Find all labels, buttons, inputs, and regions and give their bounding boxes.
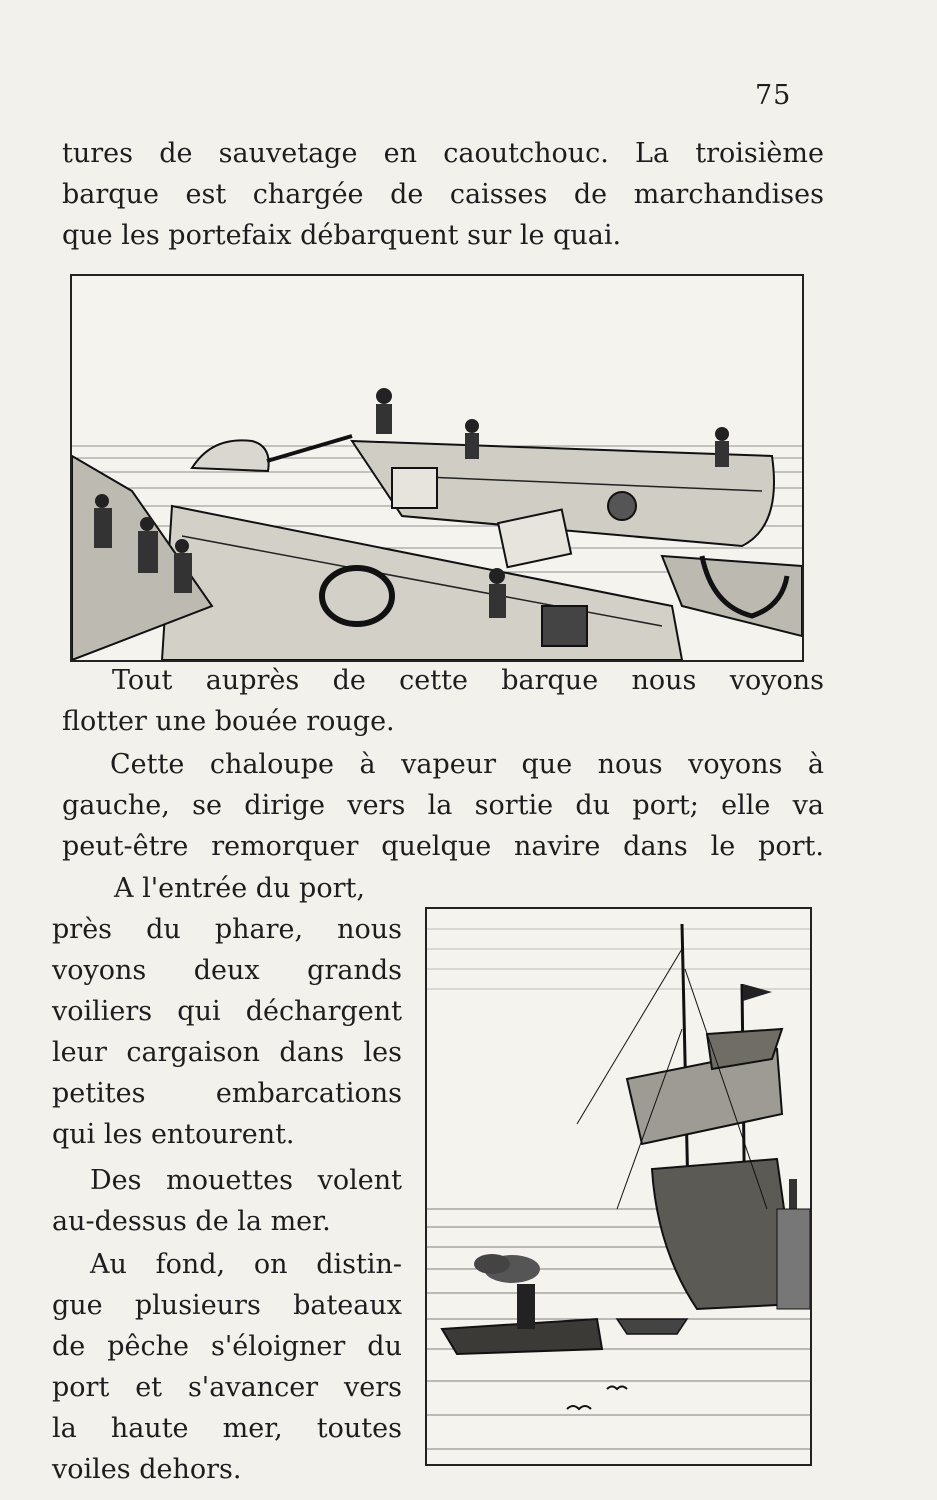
paragraph-line: Tout auprès de cette barque nous voyons [112,665,824,696]
paragraph-line: port et s'avancer vers [52,1372,402,1403]
paragraph-line: de pêche s'éloigner du [52,1331,402,1362]
harbor-illustration [70,274,804,662]
page-number: 75 [755,80,792,111]
paragraph-line: tures de sauvetage en caoutchouc. La troisième [62,138,824,169]
paragraph-line: Cette chaloupe à vapeur que nous voyons à [110,749,824,780]
paragraph-line: peut-être remorquer quelque navire dans le port. [62,831,824,862]
paragraph-4 [52,868,402,1155]
ship-drawing [427,909,810,1464]
paragraph-line: voiliers qui déchargent [52,996,402,1027]
paragraph-line: leur cargaison dans les [52,1037,402,1068]
paragraph-line: près du phare, nous [52,914,402,945]
paragraph-3 [62,744,824,867]
gulls [567,1387,627,1410]
right-boat [662,556,802,636]
cargo-barque [352,388,774,567]
paragraph-line: flotter une bouée rouge. [62,706,395,737]
harbor-drawing [72,276,802,660]
paragraph-line: Des mouettes volent [90,1165,402,1196]
paragraph-line: barque est chargée de caisses de marchandises [62,179,824,210]
paragraph-line: voyons deux grands [52,955,402,986]
rowboat [617,1319,687,1334]
paragraph-line: la haute mer, toutes [52,1413,402,1444]
paragraph-6 [52,1244,402,1490]
sailing-ship [577,924,797,1309]
paragraph-2 [62,660,824,742]
paragraph-line: qui les entourent. [52,1119,295,1150]
buoy [192,436,352,471]
paragraph-line: Au fond, on distin- [90,1249,402,1280]
paragraph-line: gauche, se dirige vers la sortie du port; elle va [62,790,824,821]
paragraph-line: au-dessus de la mer. [52,1206,331,1237]
paragraph-line: que les portefaix débarquent sur le quai. [62,220,622,251]
paragraph-1 [62,133,824,256]
paragraph-line: voiles dehors. [52,1454,242,1485]
paragraph-5 [52,1160,402,1242]
paragraph-line: petites embarcations [52,1078,402,1109]
paragraph-line: A l'entrée du port, [114,873,365,904]
paragraph-line: gue plusieurs bateaux [52,1290,402,1321]
ship-illustration [425,907,812,1466]
